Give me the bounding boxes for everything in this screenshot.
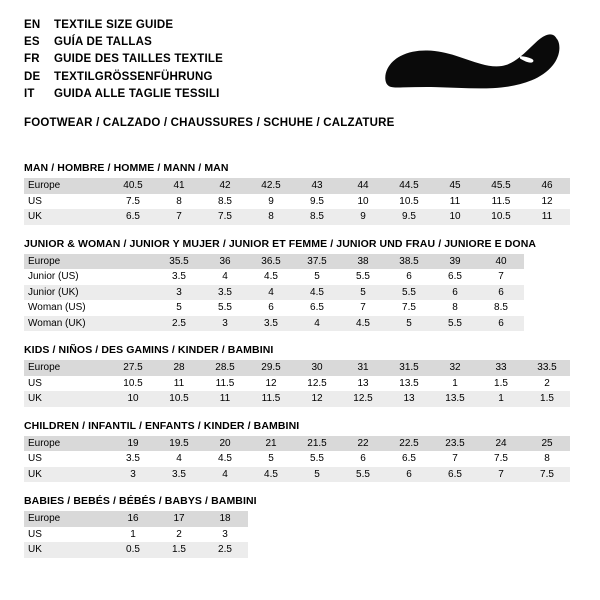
- cell: 1.5: [156, 542, 202, 558]
- cell: 7.5: [110, 194, 156, 210]
- cell: 7.5: [202, 209, 248, 225]
- cell: 33: [478, 360, 524, 376]
- table-row: [24, 467, 570, 483]
- cell: 9.5: [294, 194, 340, 210]
- table-row: [24, 178, 570, 194]
- cell: 6: [386, 467, 432, 483]
- cell: 22: [340, 436, 386, 452]
- size-table-kids: [24, 360, 570, 407]
- cell: 7: [432, 451, 478, 467]
- language-row: [24, 68, 223, 85]
- cell: 1: [110, 527, 156, 543]
- cell: 17: [156, 511, 202, 527]
- cell: 25: [524, 436, 570, 452]
- table-row: [24, 527, 248, 543]
- cell: 4: [294, 316, 340, 332]
- cell: 8: [248, 209, 294, 225]
- row-label: UK: [24, 542, 110, 558]
- cell: 39: [432, 254, 478, 270]
- cell: 31.5: [386, 360, 432, 376]
- document-header: [0, 0, 600, 140]
- size-table-junior-woman: [24, 254, 524, 332]
- cell: [110, 254, 156, 270]
- language-row: [24, 51, 223, 68]
- cell: 7: [156, 209, 202, 225]
- cell: 4.5: [340, 316, 386, 332]
- cell: 2.5: [202, 542, 248, 558]
- row-label: Junior (US): [24, 269, 110, 285]
- cell: 11.5: [478, 194, 524, 210]
- language-code: FR: [24, 53, 40, 66]
- section-title: BABIES / BEBÉS / BÉBÉS / BABYS / BAMBINI: [24, 495, 257, 507]
- cell: 10: [340, 194, 386, 210]
- cell: 40: [478, 254, 524, 270]
- row-label: Europe: [24, 511, 110, 527]
- size-table-children: [24, 436, 570, 483]
- cell: 6: [432, 285, 478, 301]
- cell: 8: [432, 300, 478, 316]
- row-label: UK: [24, 467, 110, 483]
- cell: 3.5: [156, 269, 202, 285]
- cell: 5.5: [340, 467, 386, 483]
- cell: 5: [248, 451, 294, 467]
- category-heading: FOOTWEAR / CALZADO / CHAUSSURES / SCHUHE / CALZATURE: [24, 116, 395, 129]
- size-tables: [0, 140, 600, 558]
- cell: 12: [524, 194, 570, 210]
- language-row: [24, 86, 223, 103]
- cell: 37.5: [294, 254, 340, 270]
- section-title: MAN / HOMBRE / HOMME / MANN / MAN: [24, 162, 229, 174]
- cell: [110, 300, 156, 316]
- cell: 2: [524, 376, 570, 392]
- cell: 12.5: [340, 391, 386, 407]
- cell: 1: [432, 376, 478, 392]
- cell: 13.5: [386, 376, 432, 392]
- cell: 3.5: [156, 467, 202, 483]
- row-label: US: [24, 527, 110, 543]
- cell: 3.5: [202, 285, 248, 301]
- table-row: [24, 209, 570, 225]
- cell: 9: [248, 194, 294, 210]
- cell: 42.5: [248, 178, 294, 194]
- cell: 11: [202, 391, 248, 407]
- row-label: UK: [24, 391, 110, 407]
- cell: 6.5: [432, 467, 478, 483]
- language-title-list: [24, 16, 223, 103]
- cell: 36.5: [248, 254, 294, 270]
- row-label: Europe: [24, 178, 110, 194]
- cell: 13: [386, 391, 432, 407]
- cell: [110, 285, 156, 301]
- cell: 6.5: [110, 209, 156, 225]
- cell: 6: [386, 269, 432, 285]
- row-label: Junior (UK): [24, 285, 110, 301]
- cell: 42: [202, 178, 248, 194]
- table-row: [24, 511, 248, 527]
- row-label: US: [24, 194, 110, 210]
- cell: 7.5: [478, 451, 524, 467]
- cell: 3: [202, 527, 248, 543]
- cell: 2: [156, 527, 202, 543]
- row-label: Europe: [24, 436, 110, 452]
- cell: 33.5: [524, 360, 570, 376]
- language-title: TEXTILE SIZE GUIDE: [54, 18, 174, 31]
- cell: 4: [248, 285, 294, 301]
- row-label: US: [24, 451, 110, 467]
- section-kids: [24, 344, 576, 407]
- dress-shoe-icon: [370, 22, 560, 102]
- cell: 8.5: [202, 194, 248, 210]
- cell: 10.5: [156, 391, 202, 407]
- cell: 45.5: [478, 178, 524, 194]
- cell: 5: [294, 467, 340, 483]
- cell: 12.5: [294, 376, 340, 392]
- cell: 6.5: [432, 269, 478, 285]
- cell: 31: [340, 360, 386, 376]
- cell: 5: [340, 285, 386, 301]
- cell: 11: [432, 194, 478, 210]
- cell: 10: [432, 209, 478, 225]
- cell: 36: [202, 254, 248, 270]
- cell: [110, 316, 156, 332]
- cell: 5.5: [294, 451, 340, 467]
- section-junior-woman: [24, 238, 576, 332]
- cell: 5.5: [202, 300, 248, 316]
- cell: 4: [202, 467, 248, 483]
- cell: 1.5: [524, 391, 570, 407]
- cell: 5.5: [340, 269, 386, 285]
- row-label: Europe: [24, 360, 110, 376]
- cell: 45: [432, 178, 478, 194]
- cell: 35.5: [156, 254, 202, 270]
- cell: 0.5: [110, 542, 156, 558]
- cell: 11.5: [202, 376, 248, 392]
- language-code: EN: [24, 18, 41, 31]
- section-title: CHILDREN / INFANTIL / ENFANTS / KINDER / BAMBINI: [24, 419, 300, 432]
- cell: 20: [202, 436, 248, 452]
- language-title: GUIDA ALLE TAGLIE TESSILI: [54, 88, 220, 100]
- cell: 12: [248, 376, 294, 392]
- table-row: [24, 194, 570, 210]
- language-row: [24, 33, 223, 50]
- cell: 32: [432, 360, 478, 376]
- cell: 13: [340, 376, 386, 392]
- row-label: US: [24, 376, 110, 392]
- cell: 11.5: [248, 391, 294, 407]
- cell: 6: [478, 285, 524, 301]
- cell: 10.5: [110, 376, 156, 392]
- cell: 2.5: [156, 316, 202, 332]
- cell: 7: [478, 269, 524, 285]
- section-babies: [24, 495, 576, 558]
- table-row: [24, 360, 570, 376]
- cell: 38.5: [386, 254, 432, 270]
- cell: 23.5: [432, 436, 478, 452]
- cell: 46: [524, 178, 570, 194]
- table-row: [24, 451, 570, 467]
- table-row: [24, 542, 248, 558]
- cell: 7.5: [386, 300, 432, 316]
- row-label: Woman (UK): [24, 316, 110, 332]
- table-row: [24, 285, 524, 301]
- cell: 19: [110, 436, 156, 452]
- language-code: IT: [24, 88, 35, 100]
- table-row: [24, 436, 570, 452]
- cell: 29.5: [248, 360, 294, 376]
- size-table-man: [24, 178, 570, 225]
- cell: 28: [156, 360, 202, 376]
- cell: 7: [340, 300, 386, 316]
- language-row: [24, 16, 223, 33]
- cell: 21.5: [294, 436, 340, 452]
- cell: 10: [110, 391, 156, 407]
- row-label: UK: [24, 209, 110, 225]
- row-label: Woman (US): [24, 300, 110, 316]
- cell: 3: [156, 285, 202, 301]
- cell: 7: [478, 467, 524, 483]
- cell: 44.5: [386, 178, 432, 194]
- cell: 38: [340, 254, 386, 270]
- cell: 1: [478, 391, 524, 407]
- cell: 4.5: [294, 285, 340, 301]
- cell: 5.5: [432, 316, 478, 332]
- cell: 6: [340, 451, 386, 467]
- cell: 43: [294, 178, 340, 194]
- cell: 30: [294, 360, 340, 376]
- section-man: [24, 162, 576, 225]
- cell: 4.5: [248, 467, 294, 483]
- cell: 3.5: [248, 316, 294, 332]
- cell: 41: [156, 178, 202, 194]
- cell: 6: [248, 300, 294, 316]
- cell: 3: [110, 467, 156, 483]
- cell: 40.5: [110, 178, 156, 194]
- cell: 19.5: [156, 436, 202, 452]
- cell: 11: [524, 209, 570, 225]
- table-row: [24, 269, 524, 285]
- cell: 4.5: [248, 269, 294, 285]
- cell: 8: [524, 451, 570, 467]
- cell: 12: [294, 391, 340, 407]
- section-title: JUNIOR & WOMAN / JUNIOR Y MUJER / JUNIOR ET FEMME / JUNIOR UND FRAU / JUNIORE E DONA: [24, 237, 537, 250]
- cell: 3: [202, 316, 248, 332]
- table-row: [24, 254, 524, 270]
- cell: 4.5: [202, 451, 248, 467]
- cell: 6.5: [294, 300, 340, 316]
- cell: 27.5: [110, 360, 156, 376]
- cell: 6: [478, 316, 524, 332]
- cell: 16: [110, 511, 156, 527]
- cell: 8: [156, 194, 202, 210]
- cell: 5: [294, 269, 340, 285]
- cell: 44: [340, 178, 386, 194]
- cell: 28.5: [202, 360, 248, 376]
- cell: 8.5: [294, 209, 340, 225]
- language-title: GUIDE DES TAILLES TEXTILE: [54, 53, 223, 66]
- cell: 21: [248, 436, 294, 452]
- row-label: Europe: [24, 254, 110, 270]
- cell: 11: [156, 376, 202, 392]
- cell: [110, 269, 156, 285]
- cell: 24: [478, 436, 524, 452]
- language-code: DE: [24, 70, 41, 83]
- cell: 5.5: [386, 285, 432, 301]
- cell: 5: [386, 316, 432, 332]
- table-row: [24, 316, 524, 332]
- cell: 10.5: [478, 209, 524, 225]
- cell: 9.5: [386, 209, 432, 225]
- cell: 13.5: [432, 391, 478, 407]
- language-title: GUÍA DE TALLAS: [54, 35, 152, 48]
- cell: 5: [156, 300, 202, 316]
- cell: 18: [202, 511, 248, 527]
- cell: 8.5: [478, 300, 524, 316]
- cell: 1.5: [478, 376, 524, 392]
- cell: 7.5: [524, 467, 570, 483]
- section-children: [24, 420, 576, 483]
- table-row: [24, 376, 570, 392]
- cell: 4: [156, 451, 202, 467]
- table-row: [24, 391, 570, 407]
- table-row: [24, 300, 524, 316]
- cell: 4: [202, 269, 248, 285]
- cell: 9: [340, 209, 386, 225]
- cell: 6.5: [386, 451, 432, 467]
- language-title: TEXTILGRÖSSENFÜHRUNG: [54, 70, 213, 83]
- cell: 10.5: [386, 194, 432, 210]
- section-title: KIDS / NIÑOS / DES GAMINS / KINDER / BAMBINI: [24, 344, 274, 356]
- cell: 3.5: [110, 451, 156, 467]
- cell: 22.5: [386, 436, 432, 452]
- size-table-babies: [24, 511, 248, 558]
- language-code: ES: [24, 35, 40, 48]
